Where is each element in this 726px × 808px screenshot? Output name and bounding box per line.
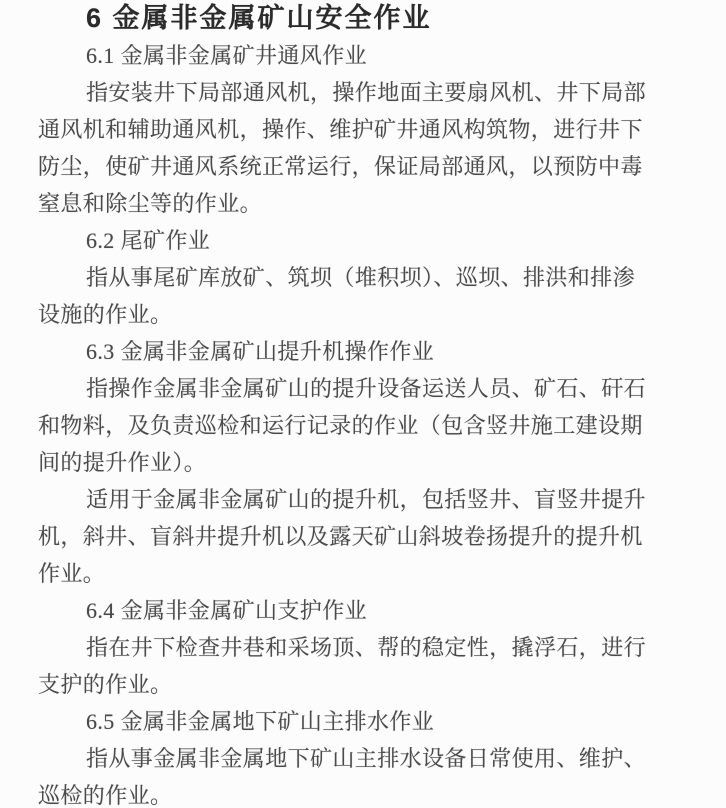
text-line: 作业。 [38, 561, 106, 586]
section-heading-6-4: 6.4 金属非金属矿山支护作业 [86, 598, 368, 623]
document-heading: 6 金属非金属矿山安全作业 [86, 3, 432, 33]
text-line: 指在井下检查井巷和采场顶、帮的稳定性，撬浮石，进行 [86, 635, 647, 660]
text-line: 支护的作业。 [38, 672, 173, 697]
section-heading-6-1: 6.1 金属非金属矿井通风作业 [86, 43, 368, 68]
text-line: 通风机和辅助通风机，操作、维护矿井通风构筑物，进行井下 [38, 117, 643, 142]
text-line: 和物料，及负责巡检和运行记录的作业（包含竖井施工建设期 [38, 413, 643, 438]
text-line: 巡检的作业。 [38, 783, 173, 808]
text-line: 设施的作业。 [38, 302, 173, 327]
text-line: 指操作金属非金属矿山的提升设备运送人员、矿石、矸石 [86, 376, 647, 401]
text-line: 防尘，使矿井通风系统正常运行，保证局部通风，以预防中毒 [38, 154, 643, 179]
section-heading-6-3: 6.3 金属非金属矿山提升机操作作业 [86, 339, 435, 364]
text-line: 间的提升作业）。 [38, 450, 207, 475]
section-heading-6-2: 6.2 尾矿作业 [86, 228, 211, 253]
section-heading-6-5: 6.5 金属非金属地下矿山主排水作业 [86, 709, 435, 734]
text-line: 窒息和除尘等的作业。 [38, 191, 263, 216]
text-line: 适用于金属非金属矿山的提升机，包括竖井、盲竖井提升 [86, 487, 647, 512]
text-line: 指从事金属非金属地下矿山主排水设备日常使用、维护、 [86, 746, 647, 771]
text-line: 指安装井下局部通风机，操作地面主要扇风机、井下局部 [86, 80, 647, 105]
text-line: 指从事尾矿库放矿、筑坝（堆积坝）、巡坝、排洪和排渗 [86, 265, 636, 290]
text-line: 机，斜井、盲斜井提升机以及露天矿山斜坡卷扬提升的提升机 [38, 524, 643, 549]
